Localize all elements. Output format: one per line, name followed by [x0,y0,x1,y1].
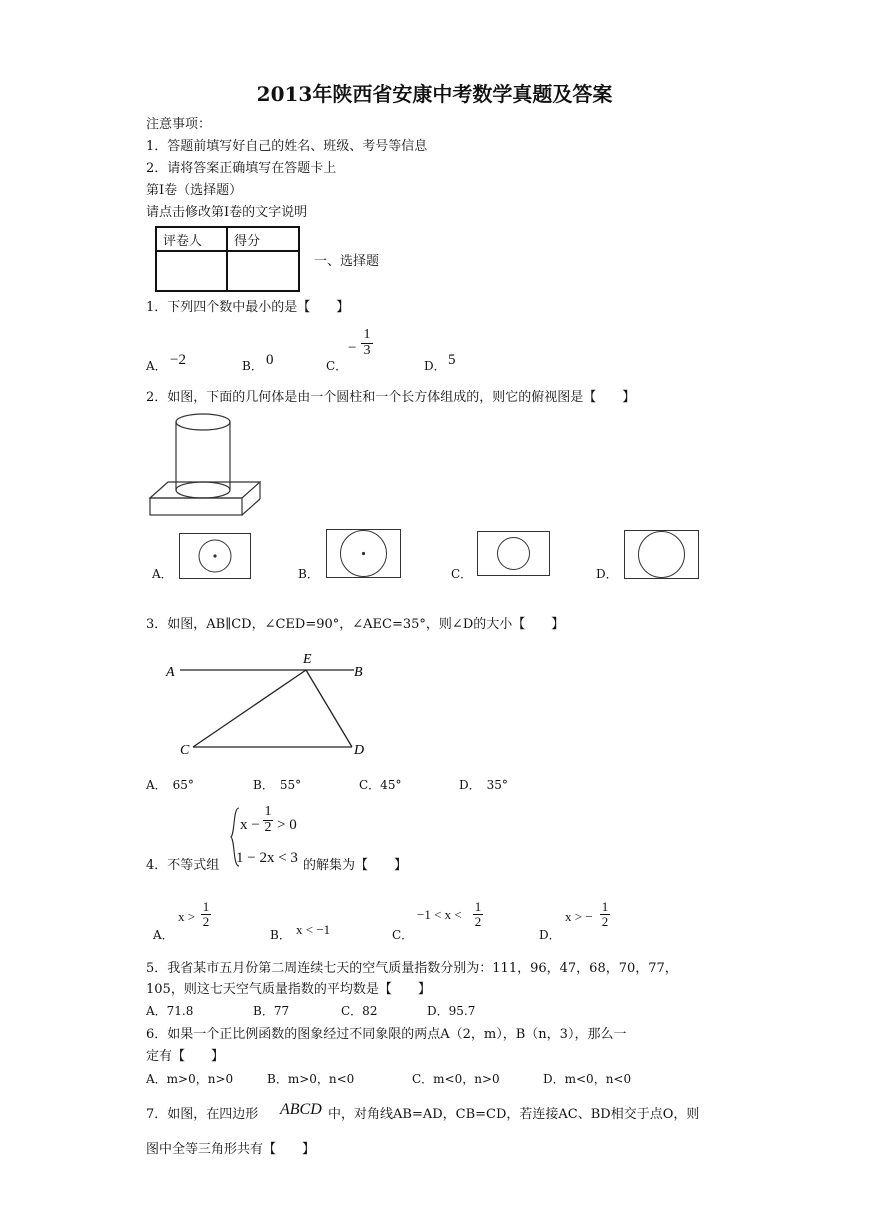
question-5-line-1: 5．我省某市五月份第二周连续七天的空气质量指数分别为：111，96，47，68，70，77， [146,961,678,976]
q2-option-c-label: C． [451,567,473,581]
q4-option-c-fraction [473,900,483,928]
q5-option-c: C．82 [341,1004,378,1018]
q2-option-a-label: A． [152,567,173,581]
question-7-line-2: 图中全等三角形共有【 】 [146,1142,316,1157]
q4-option-a-fraction [201,900,211,928]
q3-option-b: B． 55° [253,778,302,792]
question-4-stem-prefix: 4．不等式组 [146,858,220,873]
q4-option-c-label: C． [392,928,414,942]
q1-option-d-label: D． [424,359,446,373]
q3-option-a: A． 65° [146,778,194,792]
q1-option-b-value: 0 [266,352,274,368]
q6-option-b: B．m>0，n<0 [267,1072,355,1086]
score-table-grader-cell [156,251,227,291]
q3-option-d: D． 35° [459,778,508,792]
notes-item-1: 1．答题前填写好自己的姓名、班级、考号等信息 [146,139,428,154]
q3-point-c-label: C [180,743,190,758]
q5-option-a: A．71.8 [146,1004,194,1018]
q3-point-b-label: B [354,665,363,680]
question-6-line-1: 6．如果一个正比例函数的图象经过不同象限的两点A（2，m），B（n，3），那么一 [146,1027,627,1042]
q1-option-c-denominator: 3 [363,342,371,358]
q4-option-d-fraction [600,900,610,928]
part1-description: 请点击修改第Ⅰ卷的文字说明 [146,205,308,220]
question-6-line-2: 定有【 】 [146,1049,225,1064]
q3-point-e-label: E [303,652,312,667]
q4-d-denominator: 2 [601,913,609,929]
section-heading: 一、选择题 [314,254,380,269]
q4-c-denominator: 2 [474,913,482,929]
page-title: 2013年陕西省安康中考数学真题及答案 [256,82,613,106]
q4-option-d-label: D． [539,928,561,942]
q4-sys1-numerator: 1 [264,804,272,819]
q4-option-a-label: A． [153,928,174,942]
q1-option-c-label: C． [326,359,348,373]
score-table [155,226,300,292]
q2-option-c-figure [477,531,550,576]
q2-option-a-figure [179,533,251,579]
q2-solid-figure [148,412,260,520]
q4-a-denominator: 2 [202,913,210,929]
q6-option-c: C．m<0，n>0 [412,1072,500,1086]
notes-item-2: 2．请将答案正确填写在答题卡上 [146,161,337,176]
q5-option-b: B．77 [253,1004,290,1018]
question-2-stem: 2．如图，下面的几何体是由一个圆柱和一个长方体组成的，则它的俯视图是【 】 [146,390,636,405]
question-3-stem: 3．如图，AB∥CD，∠CED=90°，∠AEC=35°，则∠D的大小【 】 [146,617,565,632]
q2-option-b-figure [326,529,401,578]
q4-d-numerator: 1 [601,899,609,914]
q6-option-a: A．m>0，n>0 [146,1072,234,1086]
question-4-stem-suffix: 的解集为【 】 [303,858,408,873]
q4-sys1-denominator: 2 [264,819,272,835]
part1-heading: 第Ⅰ卷（选择题） [146,183,243,198]
score-table-grader-header: 评卷人 [156,227,227,251]
q5-option-d: D．95.7 [427,1004,476,1018]
q1-option-c-fraction [361,328,373,358]
q4-system-ineq-1-fraction [263,805,273,835]
notes-heading: 注意事项： [146,117,212,132]
q4-option-b-label: B． [270,928,291,942]
q4-system-ineq-1-right: > 0 [277,817,297,833]
q4-system-ineq-2: 1 − 2x < 3 [236,850,298,866]
question-5-line-2: 105，则这七天空气质量指数的平均数是【 】 [146,982,431,997]
score-table-score-cell [227,251,299,291]
q1-option-b-label: B． [242,359,263,373]
question-1-stem: 1．下列四个数中最小的是【 】 [146,300,350,315]
q1-option-a-value: −2 [170,352,186,368]
q4-c-numerator: 1 [474,899,482,914]
q3-geometry-figure [160,648,390,763]
q4-option-c-prefix: −1 < x < [417,907,462,922]
q1-option-a-label: A． [146,359,167,373]
q2-option-b-label: B． [298,567,319,581]
q4-option-a-prefix: x > [178,909,196,924]
q6-option-d: D．m<0，n<0 [543,1072,632,1086]
q3-option-c: C．45° [359,778,402,792]
q2-option-d-label: D． [596,567,618,581]
q1-option-c-sign: − [348,340,357,356]
q4-a-numerator: 1 [202,899,210,914]
q2-option-d-figure [624,530,699,579]
question-7-line-1-suffix: 中，对角线AB=AD，CB=CD，若连接AC、BD相交于点O，则 [328,1107,700,1122]
q4-system-ineq-1-left: x − [240,817,260,833]
q7-quadrilateral-name: ABCD [280,1101,322,1118]
q4-option-d-prefix: x > − [565,909,593,924]
question-7-line-1-prefix: 7．如图，在四边形 [146,1107,259,1122]
q4-option-b-value: x < −1 [296,922,331,937]
q3-point-d-label: D [354,743,365,758]
q3-point-a-label: A [166,665,175,680]
q1-option-d-value: 5 [448,352,456,368]
q1-option-c-numerator: 1 [363,327,371,342]
score-table-score-header: 得分 [227,227,299,251]
